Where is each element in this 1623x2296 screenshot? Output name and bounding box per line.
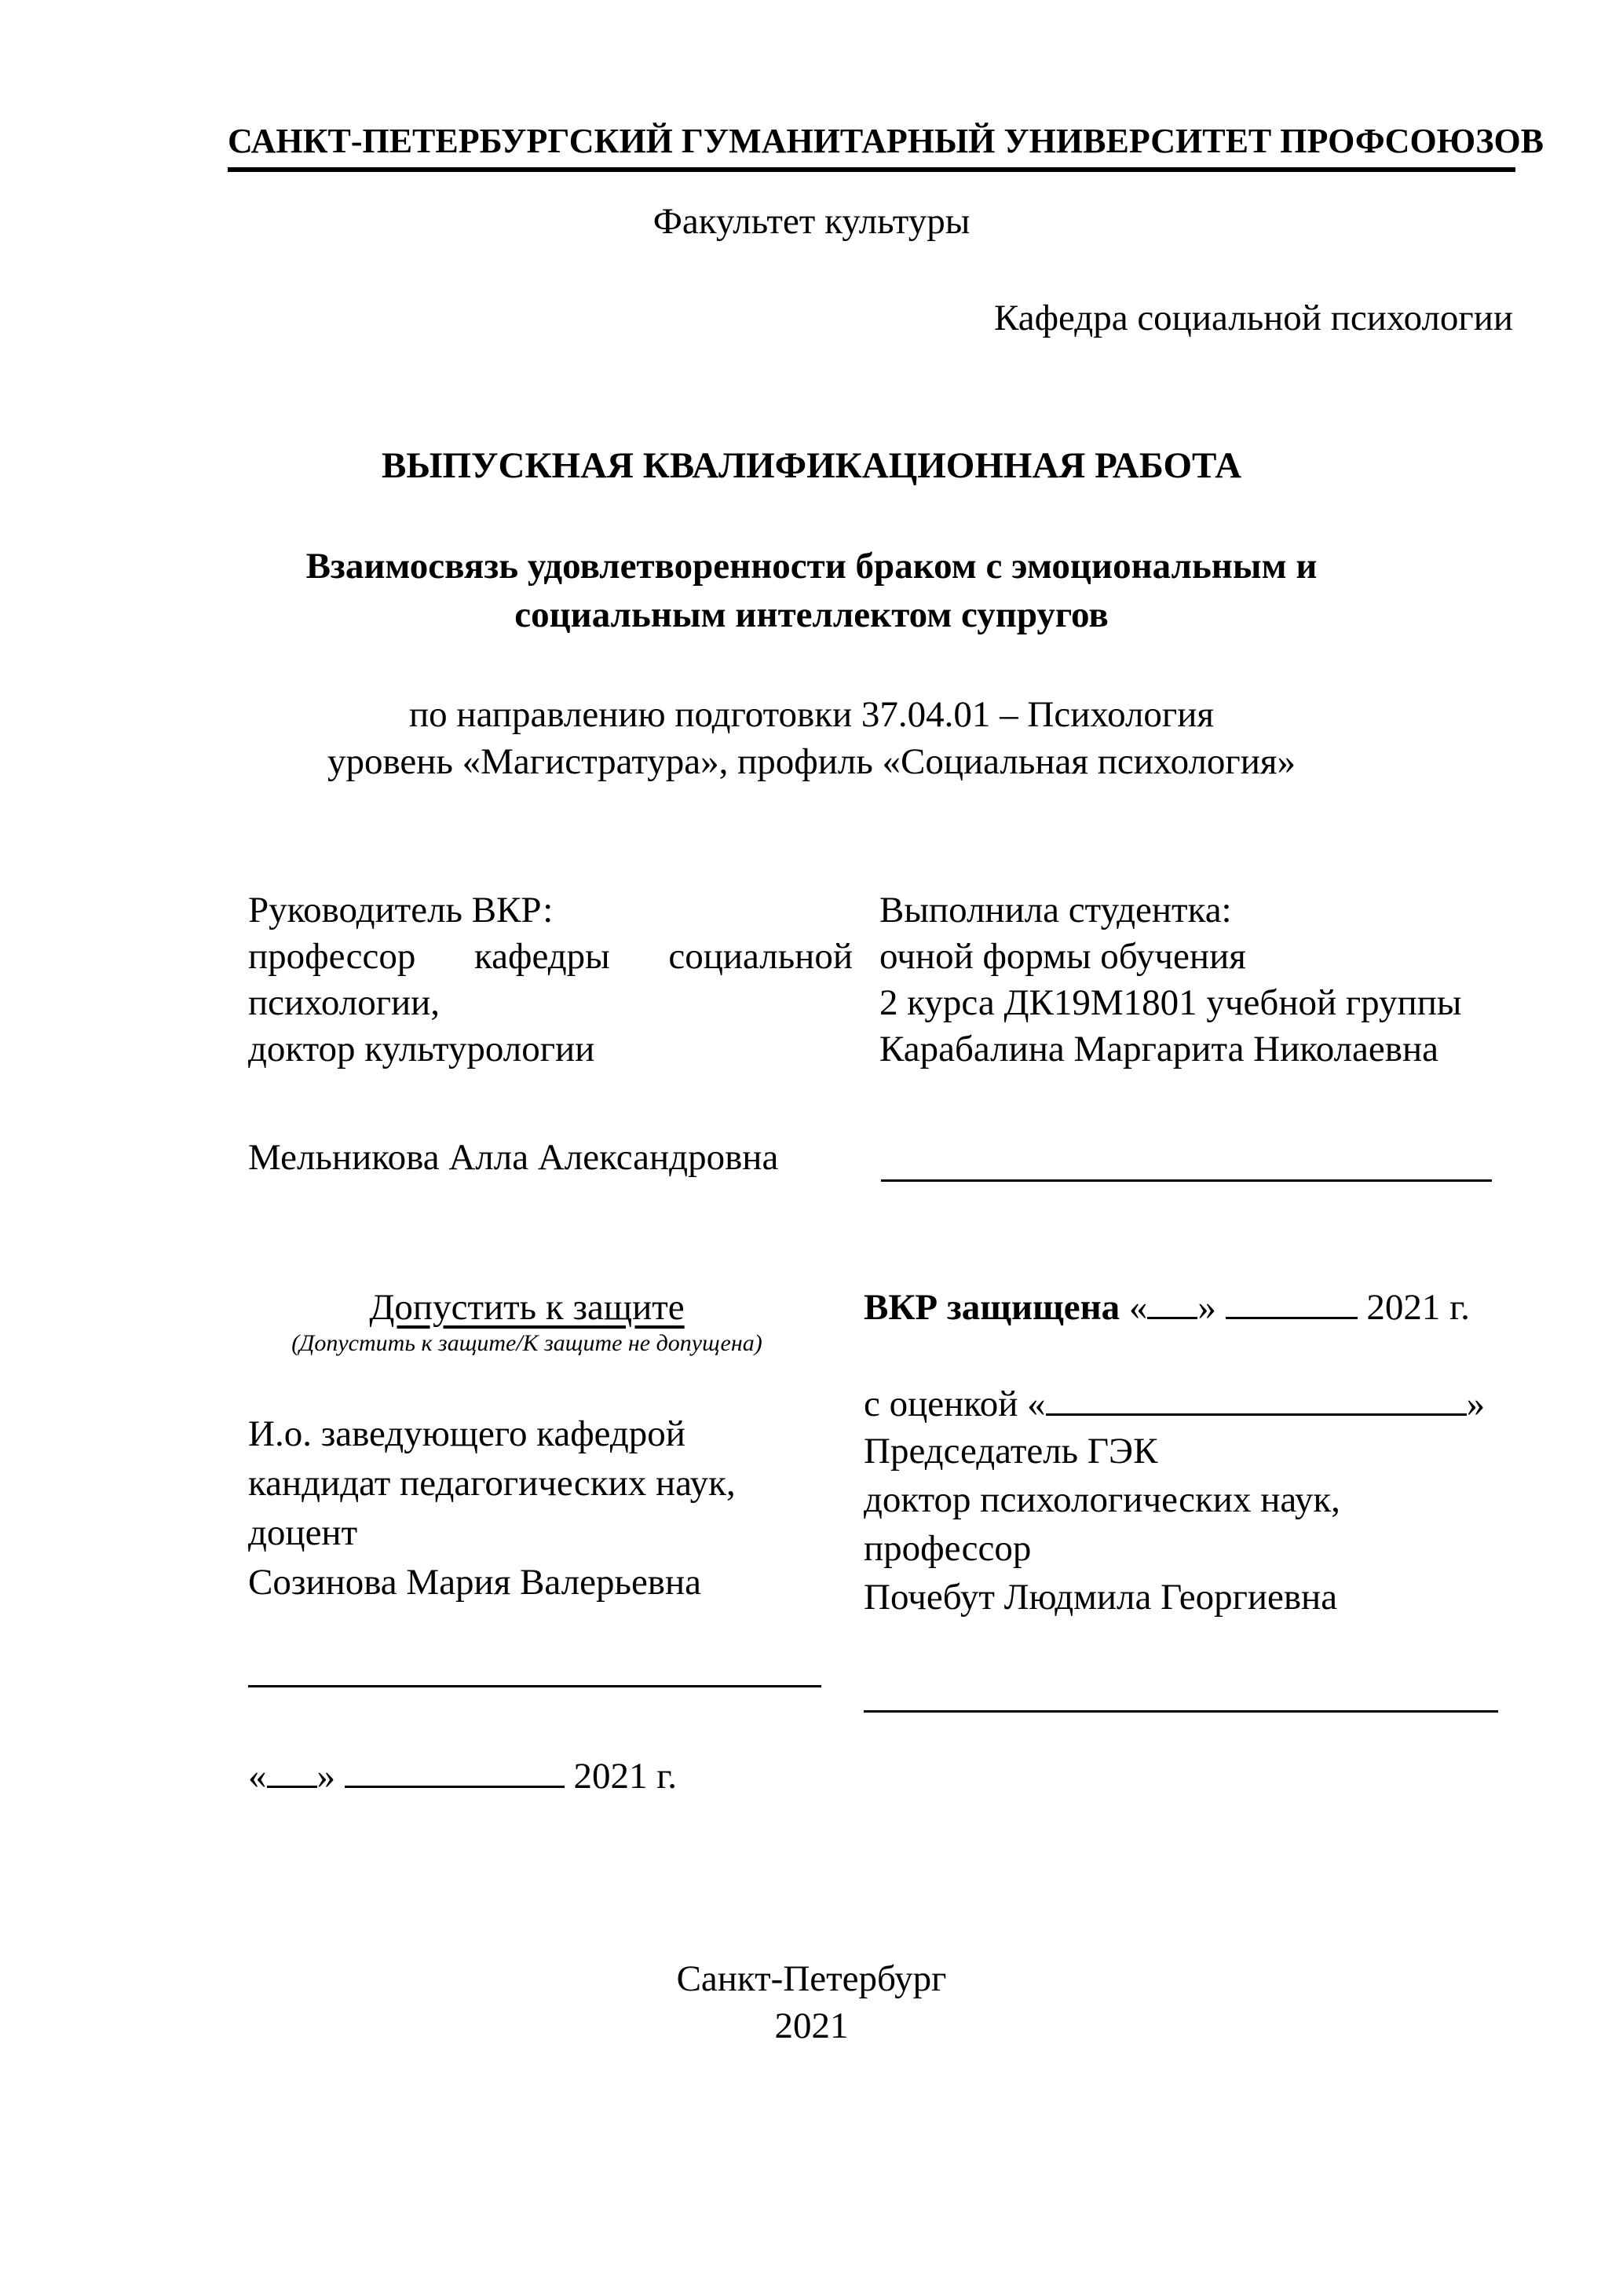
supervisor-position-word: профессор (248, 936, 416, 977)
gek-chair-title: Председатель ГЭК (864, 1431, 1158, 1472)
supervisor-name: Мельникова Алла Александровна (248, 1137, 779, 1178)
head-date-line (248, 1753, 677, 1800)
defense-year: 2021 г. (1366, 1287, 1470, 1328)
gek-chair-rank: профессор (864, 1528, 1032, 1569)
head-date-year: 2021 г. (573, 1756, 677, 1797)
head-date-day-field[interactable] (267, 1754, 317, 1788)
head-date-close-quote: » (316, 1756, 335, 1797)
grade-close-quote: » (1466, 1384, 1486, 1424)
head-of-department-block (248, 1409, 736, 1607)
defense-grade-line (864, 1380, 1485, 1428)
supervisor-degree: доктор культурологии (248, 1029, 595, 1069)
defense-month-field[interactable] (1226, 1285, 1358, 1319)
work-title (0, 542, 1623, 639)
work-kind-heading: ВЫПУСКНАЯ КВАЛИФИКАЦИОННАЯ РАБОТА (381, 445, 1242, 486)
student-block (879, 887, 1461, 1073)
study-direction-line-1: по направлению подготовки 37.04.01 – Психология (409, 694, 1214, 735)
head-signature-line[interactable] (248, 1685, 821, 1687)
study-direction-line-2: уровень «Магистратура», профиль «Социальная психология» (327, 741, 1296, 782)
student-signature-line[interactable] (881, 1179, 1492, 1182)
work-title-line-2: социальным интеллектом супругов (514, 594, 1109, 635)
supervisor-position-word: кафедры (474, 936, 610, 977)
defense-date-line (864, 1284, 1470, 1331)
supervisor-block (248, 887, 853, 1181)
supervisor-position-cont: психологии, (248, 982, 440, 1023)
study-direction (0, 691, 1623, 785)
supervisor-position (248, 934, 853, 980)
student-group: 2 курса ДК19М1801 учебной группы (879, 982, 1462, 1023)
footer-place-year (0, 1955, 1623, 2049)
supervisor-position-word: социальной (668, 936, 853, 977)
gek-chair-signature-line[interactable] (864, 1710, 1498, 1713)
defense-day-field[interactable] (1147, 1285, 1197, 1319)
admission-decision-text: Допустить к защите (369, 1287, 685, 1328)
defense-label: ВКР защищена (864, 1287, 1120, 1328)
work-title-line-1: Взаимосвязь удовлетворенности браком с эмоциональным и (305, 546, 1318, 587)
grade-label: с оценкой « (864, 1384, 1046, 1424)
footer-year: 2021 (774, 2005, 849, 2046)
admission-decision (248, 1284, 806, 1331)
head-date-open-quote: « (248, 1756, 267, 1797)
header-rule (228, 167, 1515, 172)
defense-open-quote: « (1128, 1287, 1148, 1328)
head-degree: кандидат педагогических наук, (248, 1463, 736, 1504)
university-name: САНКТ-ПЕТЕРБУРГСКИЙ ГУМАНИТАРНЫЙ УНИВЕРСИТЕТ ПРОФСОЮЗОВ (228, 122, 1544, 160)
gek-chair-name: Почебут Людмила Георгиевна (864, 1577, 1338, 1618)
student-name: Карабалина Маргарита Николаевна (879, 1029, 1438, 1069)
head-date-month-field[interactable] (345, 1754, 565, 1788)
student-study-form: очной формы обучения (879, 936, 1246, 977)
head-title: И.о. заведующего кафедрой (248, 1413, 685, 1454)
faculty-name: Факультет культуры (652, 201, 971, 242)
defense-close-quote: » (1197, 1287, 1216, 1328)
grade-field[interactable] (1046, 1382, 1467, 1416)
head-rank: доцент (248, 1512, 358, 1553)
gek-chair-degree: доктор психологических наук, (864, 1479, 1340, 1520)
student-label: Выполнила студентка: (879, 890, 1232, 930)
gek-chair-block (864, 1427, 1340, 1621)
head-name: Созинова Мария Валерьевна (248, 1562, 702, 1603)
department-name: Кафедра социальной психологии (994, 298, 1513, 338)
footer-city: Санкт-Петербург (676, 1958, 947, 1999)
admission-options-note: (Допустить к защите/К защите не допущена) (291, 1330, 762, 1356)
supervisor-label: Руководитель ВКР: (248, 890, 554, 930)
